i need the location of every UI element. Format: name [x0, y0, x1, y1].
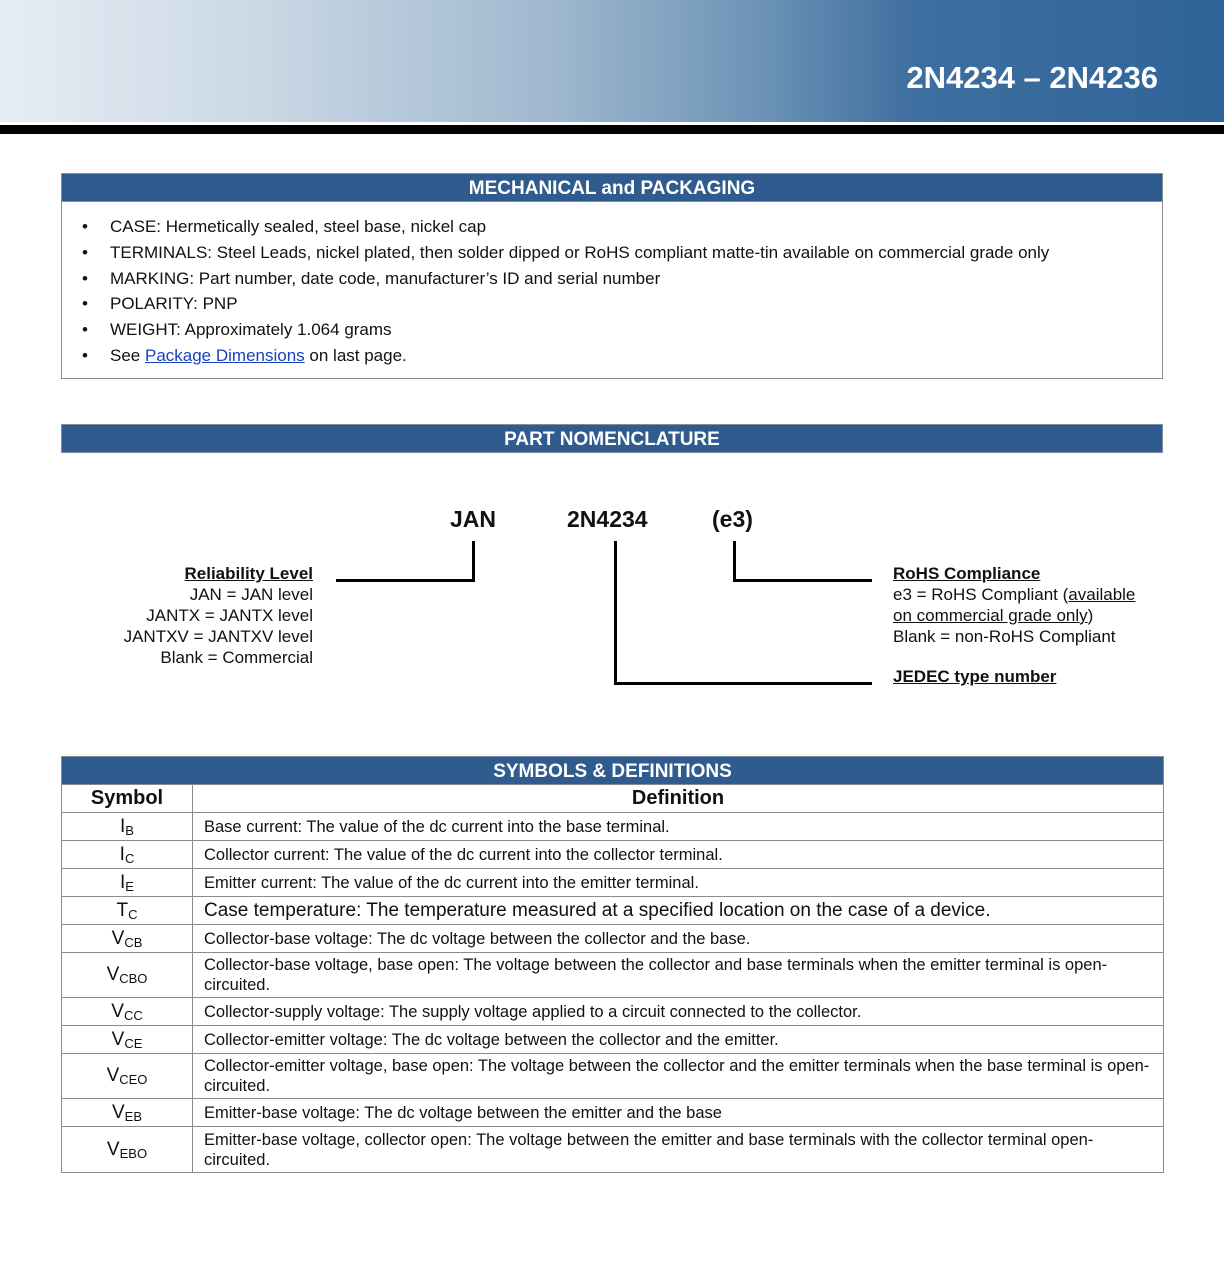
- symbol-subscript: CBO: [119, 971, 148, 986]
- definition-cell: Base current: The value of the dc current into the base terminal.: [193, 813, 1164, 841]
- symbol-subscript: CB: [124, 934, 143, 950]
- symbol-base: V: [111, 1101, 125, 1123]
- reliability-line: JAN = JAN level: [189, 585, 313, 604]
- connector-part-horizontal: [614, 682, 872, 685]
- symbol-base: V: [111, 1028, 125, 1050]
- nomenclature-heading: PART NOMENCLATURE: [61, 424, 1163, 453]
- symbol-subscript: EB: [124, 1108, 143, 1124]
- header-divider-thick: [0, 125, 1224, 134]
- mechanical-heading: MECHANICAL and PACKAGING: [61, 173, 1163, 202]
- symbol-base: I: [120, 815, 126, 837]
- table-row: [62, 841, 1164, 869]
- reliability-line: JANTX = JANTX level: [146, 606, 313, 625]
- code-rohs: (e3): [712, 506, 753, 532]
- symbol-cell: [62, 897, 193, 925]
- definition-cell: Emitter-base voltage: The dc voltage between the emitter and the base: [193, 1099, 1164, 1127]
- definition-cell: Collector-emitter voltage, base open: The voltage between the collector and the emitter terminals when the base terminal is open-circuited.: [193, 1054, 1164, 1099]
- symbol-cell: [62, 1127, 193, 1173]
- reliability-line: Blank = Commercial: [160, 648, 313, 667]
- symbol-subscript: C: [124, 850, 135, 866]
- mechanical-list: [62, 202, 1162, 369]
- definition-cell: Collector-base voltage, base open: The voltage between the collector and base terminals when the emitter terminal is open-circuited.: [193, 953, 1164, 998]
- symbol-subscript: E: [125, 878, 134, 894]
- definition-cell: Case temperature: The temperature measured at a specified location on the case of a device.: [193, 897, 1164, 925]
- definition-column-header: Definition: [193, 785, 1164, 813]
- definition-cell: Collector-supply voltage: The supply voltage applied to a circuit connected to the collector.: [193, 998, 1164, 1026]
- symbol-cell: [62, 998, 193, 1026]
- symbols-heading: SYMBOLS & DEFINITIONS: [61, 756, 1164, 785]
- table-row: [62, 813, 1164, 841]
- symbol-cell: [62, 813, 193, 841]
- symbol-base: I: [120, 871, 126, 893]
- symbol-base: T: [116, 899, 129, 921]
- mechanical-item-terminals: • TERMINALS: Steel Leads, nickel plated, then solder dipped or RoHS compliant matte-tin available on commercial grade only: [62, 240, 1162, 266]
- symbol-subscript: EBO: [119, 1145, 148, 1161]
- reliability-line: JANTXV = JANTXV level: [123, 627, 313, 646]
- definition-cell: Collector-emitter voltage: The dc voltage between the collector and the emitter.: [193, 1026, 1164, 1054]
- symbol-cell: [62, 869, 193, 897]
- table-row: [62, 1099, 1164, 1127]
- symbol-column-header: Symbol: [62, 785, 193, 813]
- definition-cell: Collector current: The value of the dc current into the collector terminal.: [193, 841, 1164, 869]
- symbols-table: [61, 784, 1164, 1173]
- table-row: [62, 998, 1164, 1026]
- table-row: [62, 1127, 1164, 1173]
- symbol-cell: [62, 841, 193, 869]
- table-row: [62, 1026, 1164, 1054]
- definition-cell: Collector-base voltage: The dc voltage between the collector and the base.: [193, 925, 1164, 953]
- symbol-base: V: [106, 1065, 120, 1086]
- symbol-subscript: CEO: [119, 1072, 148, 1087]
- mechanical-box: [61, 202, 1163, 379]
- code-part-number: 2N4234: [567, 506, 648, 532]
- symbol-base: I: [119, 843, 125, 865]
- definition-cell: Emitter-base voltage, collector open: The voltage between the emitter and base terminals with the collector terminal open-circuited.: [193, 1127, 1164, 1173]
- reliability-level-block: [124, 563, 313, 668]
- mechanical-item-see: • See Package Dimensions on last page.: [62, 343, 1162, 369]
- jedec-type-title: JEDEC type number: [893, 667, 1057, 686]
- symbol-subscript: B: [125, 822, 134, 838]
- table-row: [62, 869, 1164, 897]
- symbol-base: V: [111, 927, 125, 949]
- connector-rohs-horizontal: [733, 579, 872, 582]
- mechanical-item-case: • CASE: Hermetically sealed, steel base, nickel cap: [62, 214, 1162, 240]
- symbol-cell: [62, 1054, 193, 1099]
- symbol-base: V: [106, 964, 120, 985]
- mechanical-item-polarity: • POLARITY: PNP: [62, 291, 1162, 317]
- symbol-cell: [62, 925, 193, 953]
- connector-jan-horizontal: [336, 579, 475, 582]
- table-row: [62, 897, 1164, 925]
- definition-cell: Emitter current: The value of the dc current into the emitter terminal.: [193, 869, 1164, 897]
- symbol-cell: [62, 1099, 193, 1127]
- symbol-subscript: C: [128, 906, 138, 922]
- package-dimensions-link[interactable]: Package Dimensions: [144, 345, 305, 365]
- table-row: [62, 1054, 1164, 1099]
- symbol-cell: [62, 1026, 193, 1054]
- connector-jan-vertical: [472, 541, 475, 582]
- connector-part-vertical: [614, 541, 617, 685]
- connector-rohs-vertical: [733, 541, 736, 582]
- mechanical-item-weight: • WEIGHT: Approximately 1.064 grams: [62, 317, 1162, 343]
- table-row: [62, 953, 1164, 998]
- mechanical-item-marking: • MARKING: Part number, date code, manufacturer’s ID and serial number: [62, 266, 1162, 292]
- table-row: [62, 925, 1164, 953]
- rohs-compliance-title: RoHS Compliance: [893, 564, 1041, 583]
- header-banner: [0, 0, 1224, 122]
- symbol-subscript: CE: [124, 1035, 143, 1051]
- symbol-cell: [62, 953, 193, 998]
- reliability-level-title: Reliability Level: [184, 564, 313, 583]
- document-title: 2N4234 – 2N4236: [906, 60, 1158, 95]
- symbols-header-row: [62, 785, 1164, 813]
- symbol-base: V: [111, 1000, 124, 1022]
- rohs-compliance-block: RoHS Compliance e3 = RoHS Compliant (available on commercial grade only) Blank = non-RoHS Compliant: [893, 564, 1136, 646]
- symbol-base: V: [106, 1138, 120, 1160]
- symbol-subscript: CC: [123, 1007, 143, 1023]
- code-jan: JAN: [450, 506, 497, 532]
